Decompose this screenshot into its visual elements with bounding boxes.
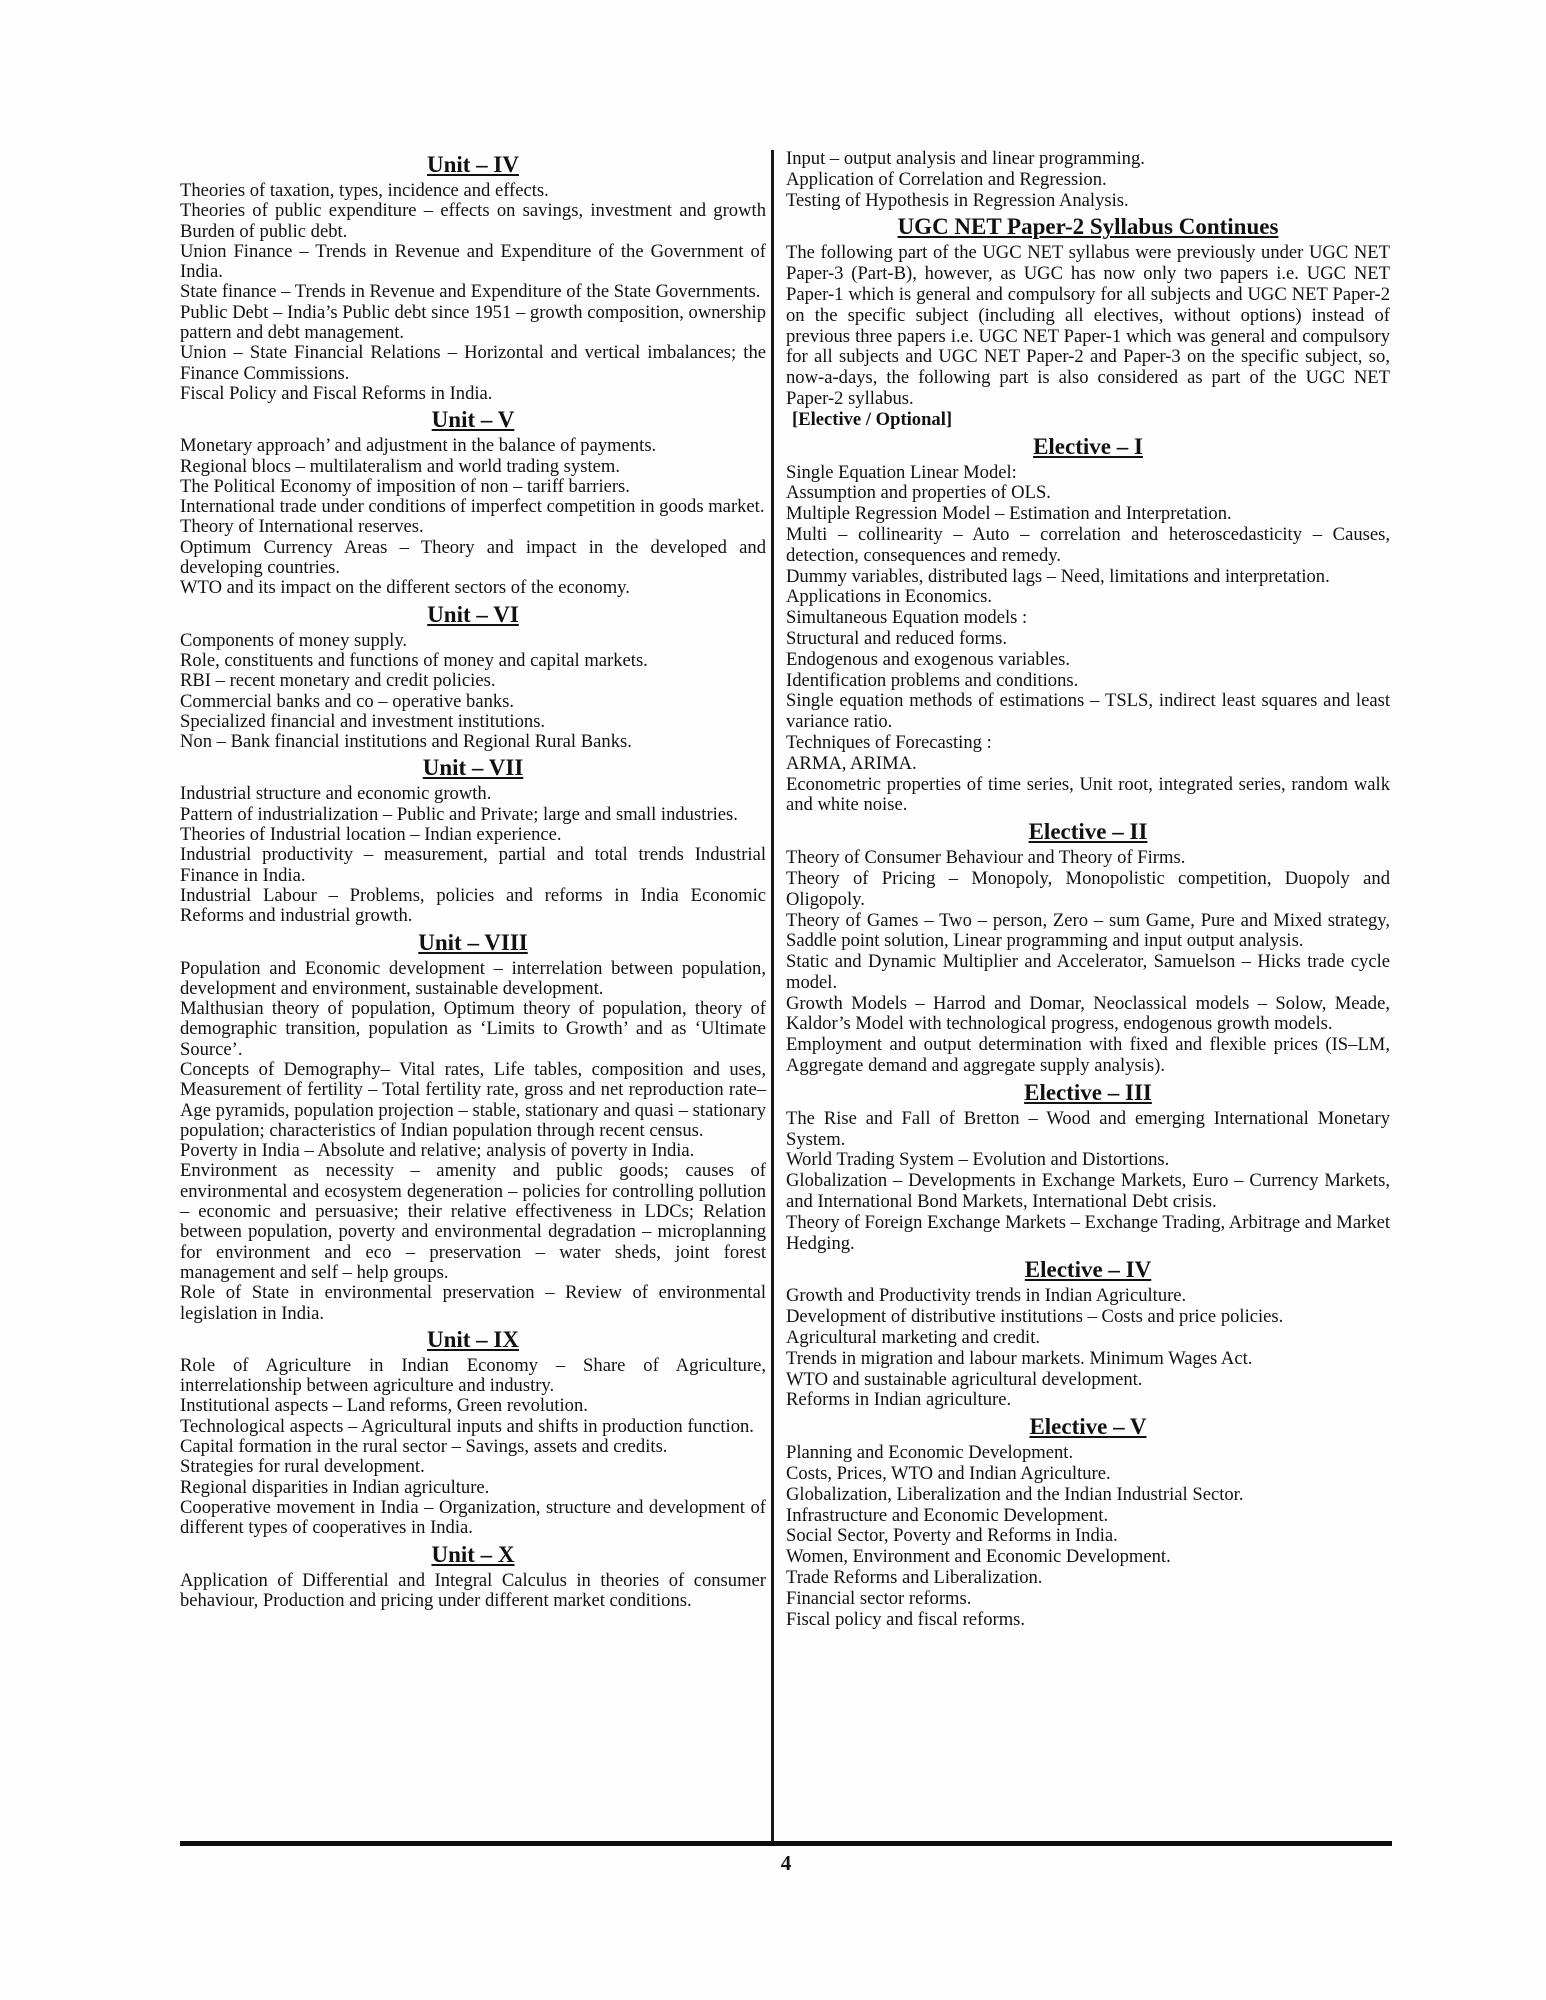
syllabus-item: Role of Agriculture in Indian Economy – Share of Agriculture, interrelationship between agriculture and industry.: [180, 1354, 766, 1397]
syllabus-item: International trade under conditions of imperfect competition in goods market.: [180, 496, 765, 518]
section-heading: Elective – III: [1024, 1079, 1152, 1105]
syllabus-item: Social Sector, Poverty and Reforms in India.: [786, 1525, 1118, 1547]
syllabus-item: Theories of Industrial location – Indian experience.: [180, 824, 562, 846]
syllabus-item: Role, constituents and functions of money and capital markets.: [180, 649, 648, 671]
elective-optional-note: [Elective / Optional]: [792, 408, 953, 430]
section-heading: Elective – V: [1029, 1414, 1147, 1440]
syllabus-item: Financial sector reforms.: [786, 1587, 972, 1609]
page-number: 4: [780, 1851, 792, 1875]
syllabus-item: Strategies for rural development.: [180, 1456, 425, 1478]
syllabus-item: Globalization, Liberalization and the Indian Industrial Sector.: [786, 1483, 1244, 1505]
right-column: [786, 149, 1390, 1630]
syllabus-item: Single equation methods of estimations – TSLS, indirect least squares and least variance ratio.: [786, 690, 1390, 733]
syllabus-item: The Rise and Fall of Bretton – Wood and emerging International Monetary System.: [786, 1107, 1390, 1150]
syllabus-item: State finance – Trends in Revenue and Expenditure of the State Governments.: [180, 281, 761, 303]
syllabus-item: Multi – collinearity – Auto – correlation and heteroscedasticity – Causes, detection, consequences and remedy.: [786, 523, 1390, 566]
syllabus-item: Fiscal Policy and Fiscal Reforms in India.: [180, 382, 493, 404]
syllabus-item: Trends in migration and labour markets. Minimum Wages Act.: [786, 1347, 1253, 1369]
syllabus-item: Econometric properties of time series, Unit root, integrated series, random walk and white noise.: [786, 773, 1390, 816]
syllabus-item: World Trading System – Evolution and Distortions.: [786, 1149, 1170, 1171]
syllabus-item: Optimum Currency Areas – Theory and impact in the developed and developing countries.: [180, 536, 766, 579]
syllabus-item: ARMA, ARIMA.: [786, 752, 917, 774]
right-intro-items: [786, 149, 1390, 211]
syllabus-item: Assumption and properties of OLS.: [786, 482, 1051, 504]
syllabus-item: Application of Correlation and Regression.: [786, 168, 1107, 190]
section-heading: Unit – VIII: [418, 929, 528, 955]
section-heading: Elective – IV: [1024, 1257, 1152, 1283]
syllabus-item: Agricultural marketing and credit.: [786, 1327, 1041, 1349]
syllabus-item: Identification problems and conditions.: [786, 669, 1079, 691]
continues-heading: UGC NET Paper-2 Syllabus Continues: [897, 214, 1279, 240]
syllabus-item: Specialized financial and investment institutions.: [180, 710, 546, 732]
syllabus-item: Union – State Financial Relations – Horizontal and vertical imbalances; the Finance Commissions.: [180, 342, 766, 384]
syllabus-item: Capital formation in the rural sector – Savings, assets and credits.: [180, 1436, 668, 1458]
syllabus-item: Growth and Productivity trends in Indian Agriculture.: [786, 1285, 1187, 1307]
syllabus-item: Reforms in Indian agriculture.: [786, 1389, 1012, 1411]
syllabus-item: Testing of Hypothesis in Regression Analysis.: [786, 189, 1129, 211]
syllabus-item: Malthusian theory of population, Optimum theory of population, theory of demographic transition, population as ‘Limits to Growth’ and as ‘Ultimate Source’.: [180, 998, 766, 1060]
syllabus-item: Theory of Consumer Behaviour and Theory of Firms.: [786, 847, 1186, 869]
syllabus-item: Theories of public expenditure – effects on savings, investment and growth Burden of public debt.: [180, 200, 766, 242]
syllabus-item: Union Finance – Trends in Revenue and Expenditure of the Government of India.: [180, 240, 766, 283]
bottom-rule: [180, 1841, 1392, 1846]
syllabus-item: Theory of Pricing – Monopoly, Monopolistic competition, Duopoly and Oligopoly.: [786, 867, 1390, 910]
syllabus-item: Planning and Economic Development.: [786, 1442, 1074, 1464]
syllabus-item: Theory of International reserves.: [180, 516, 424, 538]
syllabus-item: The Political Economy of imposition of non – tariff barriers.: [180, 475, 630, 497]
section-heading: Unit – VI: [427, 601, 519, 627]
syllabus-item: Applications in Economics.: [786, 586, 993, 608]
syllabus-item: RBI – recent monetary and credit policies.: [180, 670, 496, 692]
syllabus-item: Development of distributive institutions – Costs and price policies.: [786, 1306, 1284, 1328]
syllabus-item: Components of money supply.: [180, 629, 408, 651]
syllabus-item: Costs, Prices, WTO and Indian Agriculture.: [786, 1463, 1111, 1485]
syllabus-item: Industrial structure and economic growth.: [180, 783, 492, 805]
syllabus-item: Industrial Labour – Problems, policies and reforms in India Economic Reforms and industrial growth.: [180, 884, 766, 927]
syllabus-item: Industrial productivity – measurement, partial and total trends Industrial Finance in India.: [180, 844, 766, 886]
syllabus-item: Multiple Regression Model – Estimation and Interpretation.: [786, 503, 1232, 525]
syllabus-item: Infrastructure and Economic Development.: [786, 1504, 1109, 1526]
syllabus-item: Environment as necessity – amenity and public goods; causes of environmental and ecosystem degeneration – policies for controlling pollution – economic and persuasive; their relative effectiveness in LDCs; Relation between population, poverty and environmental degradation – microplanning for environment and eco – preservation – water sheds, joint forest management and self – help groups.: [180, 1160, 766, 1283]
syllabus-item: Monetary approach’ and adjustment in the balance of payments.: [180, 435, 657, 457]
syllabus-item: Regional disparities in Indian agriculture.: [180, 1476, 490, 1498]
syllabus-item: WTO and its impact on the different sectors of the economy.: [180, 577, 630, 599]
continues-paragraph: The following part of the UGC NET syllabus were previously under UGC NET Paper-3 (Part-B), however, as UGC has now only two papers i.e. UGC NET Paper-1 which is general and compulsory for all subjects and UGC NET Paper-2 on the specific subject (including all electives, without options) instead of previous three papers i.e. UGC NET Paper-1 which was general and compulsory for all subjects and UGC NET Paper-2 and Paper-3 on the specific subject, so, now-a-days, the following part is also considered as part of the UGC NET Paper-2 syllabus.: [786, 242, 1390, 409]
syllabus-item: Non – Bank financial institutions and Regional Rural Banks.: [180, 731, 632, 753]
section-heading: Elective – I: [1033, 433, 1143, 459]
section-heading: Unit – IX: [426, 1326, 519, 1352]
syllabus-item: Trade Reforms and Liberalization.: [786, 1567, 1043, 1589]
syllabus-item: Globalization – Developments in Exchange Markets, Euro – Currency Markets, and International Bond Markets, International Debt crisis.: [786, 1170, 1390, 1213]
section-heading: Unit – X: [431, 1541, 515, 1567]
syllabus-item: Theory of Foreign Exchange Markets – Exchange Trading, Arbitrage and Market Hedging.: [786, 1211, 1390, 1254]
syllabus-item: Pattern of industrialization – Public and Private; large and small industries.: [180, 803, 738, 825]
syllabus-item: Simultaneous Equation models :: [786, 607, 1028, 629]
syllabus-item: Women, Environment and Economic Development.: [786, 1546, 1171, 1568]
section-heading: Unit – VII: [422, 755, 524, 781]
syllabus-item: Endogenous and exogenous variables.: [786, 648, 1070, 670]
syllabus-item: Single Equation Linear Model:: [786, 461, 1017, 483]
left-column: [180, 149, 766, 1611]
right-sections: [786, 432, 1390, 1631]
syllabus-item: Input – output analysis and linear programming.: [786, 148, 1145, 169]
column-divider-line: [771, 150, 774, 1844]
syllabus-item: Role of State in environmental preservation – Review of environmental legislation in India.: [180, 1282, 766, 1324]
syllabus-item: Theory of Games – Two – person, Zero – sum Game, Pure and Mixed strategy, Saddle point solution, Linear programming and input output analysis.: [786, 909, 1390, 952]
syllabus-item: Technological aspects – Agricultural inputs and shifts in production function.: [180, 1415, 754, 1437]
syllabus-item: Structural and reduced forms.: [786, 627, 1007, 649]
syllabus-item: Static and Dynamic Multiplier and Accelerator, Samuelson – Hicks trade cycle model.: [786, 951, 1390, 993]
syllabus-item: Fiscal policy and fiscal reforms.: [786, 1608, 1026, 1630]
section-heading: Unit – IV: [426, 152, 519, 177]
syllabus-item: Public Debt – India’s Public debt since 1951 – growth composition, ownership pattern and debt management.: [180, 301, 766, 344]
syllabus-item: Dummy variables, distributed lags – Need, limitations and interpretation.: [786, 565, 1330, 587]
syllabus-item: Institutional aspects – Land reforms, Green revolution.: [180, 1395, 588, 1417]
syllabus-item: Employment and output determination with fixed and flexible prices (IS–LM, Aggregate demand and aggregate supply analysis).: [786, 1034, 1390, 1077]
syllabus-item: Population and Economic development – interrelation between population, development and environment, sustainable development.: [180, 957, 766, 999]
syllabus-item: Poverty in India – Absolute and relative; analysis of poverty in India.: [180, 1140, 695, 1162]
section-heading: Unit – V: [431, 407, 515, 433]
syllabus-item: Techniques of Forecasting :: [786, 731, 992, 753]
syllabus-item: Commercial banks and co – operative banks.: [180, 690, 515, 712]
syllabus-item: Concepts of Demography– Vital rates, Life tables, composition and uses, Measurement of fertility – Total fertility rate, gross and net reproduction rate– Age pyramids, population projection – stable, stationary and quasi – stationary population; characteristics of Indian population through recent census.: [180, 1058, 766, 1141]
syllabus-item: WTO and sustainable agricultural development.: [786, 1368, 1143, 1390]
section-heading: Elective – II: [1028, 819, 1148, 845]
syllabus-item: Growth Models – Harrod and Domar, Neoclassical models – Solow, Meade, Kaldor’s Model with technological progress, endogenous growth models.: [786, 992, 1390, 1035]
syllabus-item: Cooperative movement in India – Organization, structure and development of different types of cooperatives in India.: [180, 1496, 766, 1539]
syllabus-item: Regional blocs – multilateralism and world trading system.: [180, 455, 620, 477]
syllabus-item: Theories of taxation, types, incidence and effects.: [180, 180, 549, 201]
syllabus-item: Application of Differential and Integral Calculus in theories of consumer behaviour, Production and pricing under different market conditions.: [180, 1569, 766, 1611]
